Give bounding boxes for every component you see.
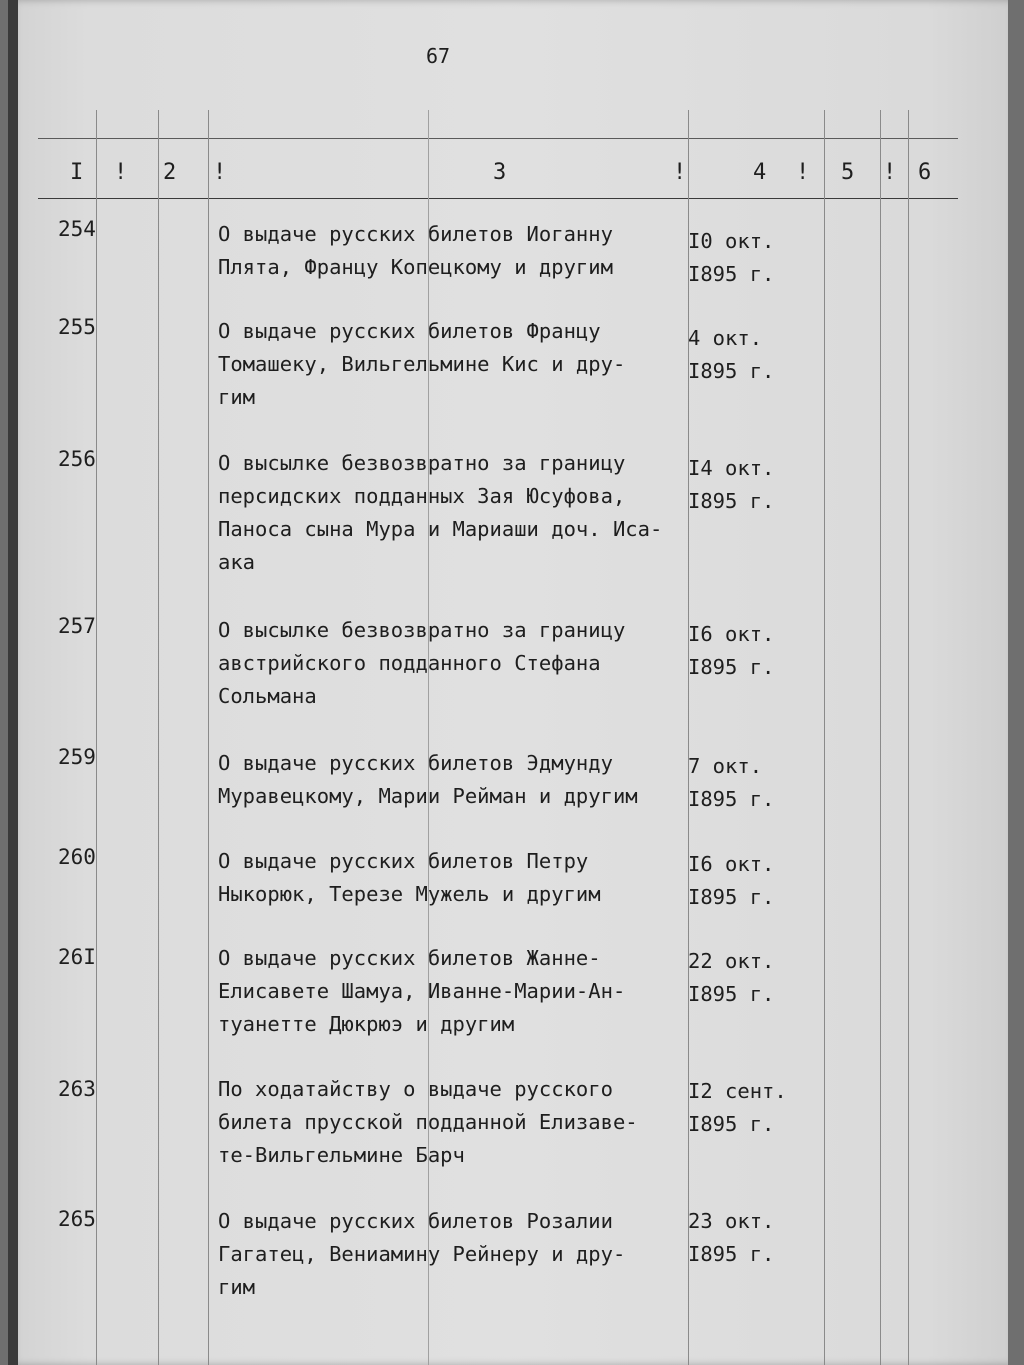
entry-number: 254 — [58, 217, 96, 241]
column-header-1: I — [70, 160, 84, 185]
entry-description: По ходатайству о выдаче русского билета прусской подданной Елизаве- те-Вильгельмине Барч — [218, 1077, 638, 1167]
entry-description: О выдаче русских билетов Жанне- Елисавете Шамуа, Иванне-Марии-Ан- туанетте Дюкрюэ и другим — [218, 946, 626, 1036]
entry-description: О выдаче русских билетов Розалии Гагатец, Вениамину Рейнеру и дру- гим — [218, 1209, 626, 1299]
entry-number: 259 — [58, 745, 96, 769]
entry-number: 260 — [58, 845, 96, 869]
entry-number: 257 — [58, 614, 96, 638]
entry-date: I4 окт. I895 г. — [688, 456, 775, 513]
column-rule — [208, 110, 209, 1365]
entry-date: 23 окт. I895 г. — [688, 1209, 775, 1266]
column-rule — [824, 110, 825, 1365]
column-rule — [880, 110, 881, 1365]
column-rule — [688, 110, 689, 1365]
column-separator: ! — [796, 160, 810, 185]
document-page — [8, 0, 1008, 1365]
entry-date: I6 окт. I895 г. — [688, 622, 775, 679]
column-header-4: 4 — [753, 160, 767, 185]
column-header-6: 6 — [918, 160, 932, 185]
column-rule — [96, 110, 97, 1365]
entry-date: 4 окт. I895 г. — [688, 326, 775, 383]
binding-edge — [8, 0, 18, 1365]
entry-number: 255 — [58, 315, 96, 339]
entry-description: О выдаче русских билетов Францу Томашеку, Вильгельмине Кис и дру- гим — [218, 319, 626, 409]
entry-date: I0 окт. I895 г. — [688, 229, 775, 286]
column-separator: ! — [673, 160, 687, 185]
entry-date: I2 сент. I895 г. — [688, 1079, 787, 1136]
column-header-5: 5 — [841, 160, 855, 185]
header-top-rule — [38, 138, 958, 139]
entry-description: О высылке безвозвратно за границу персидских подданных Зая Юсуфова, Паноса сына Мура и Мариаши доч. Иса- ака — [218, 451, 663, 574]
entry-description: О высылке безвозвратно за границу австрийского подданного Стефана Сольмана — [218, 618, 626, 708]
column-separator: ! — [883, 160, 897, 185]
header-bottom-rule — [38, 198, 958, 199]
column-header-2: 2 — [163, 160, 177, 185]
entry-description: О выдаче русских билетов Петру Ныкорюк, Терезе Мужель и другим — [218, 849, 601, 906]
entry-number: 256 — [58, 447, 96, 471]
entry-date: 22 окт. I895 г. — [688, 949, 775, 1006]
column-rule — [158, 110, 159, 1365]
entry-description: О выдаче русских билетов Иоганну Плята, Францу Копецкому и другим — [218, 222, 613, 279]
column-rule — [428, 110, 429, 1365]
entry-number: 26I — [58, 945, 96, 969]
column-header-3: 3 — [493, 160, 507, 185]
page-number: 67 — [426, 44, 451, 68]
column-separator: ! — [114, 160, 128, 185]
entry-description: О выдаче русских билетов Эдмунду Муравецкому, Марии Рейман и другим — [218, 751, 638, 808]
entry-number: 265 — [58, 1207, 96, 1231]
column-rule — [908, 110, 909, 1365]
entry-date: I6 окт. I895 г. — [688, 852, 775, 909]
column-separator: ! — [213, 160, 227, 185]
entry-date: 7 окт. I895 г. — [688, 754, 775, 811]
entry-number: 263 — [58, 1077, 96, 1101]
